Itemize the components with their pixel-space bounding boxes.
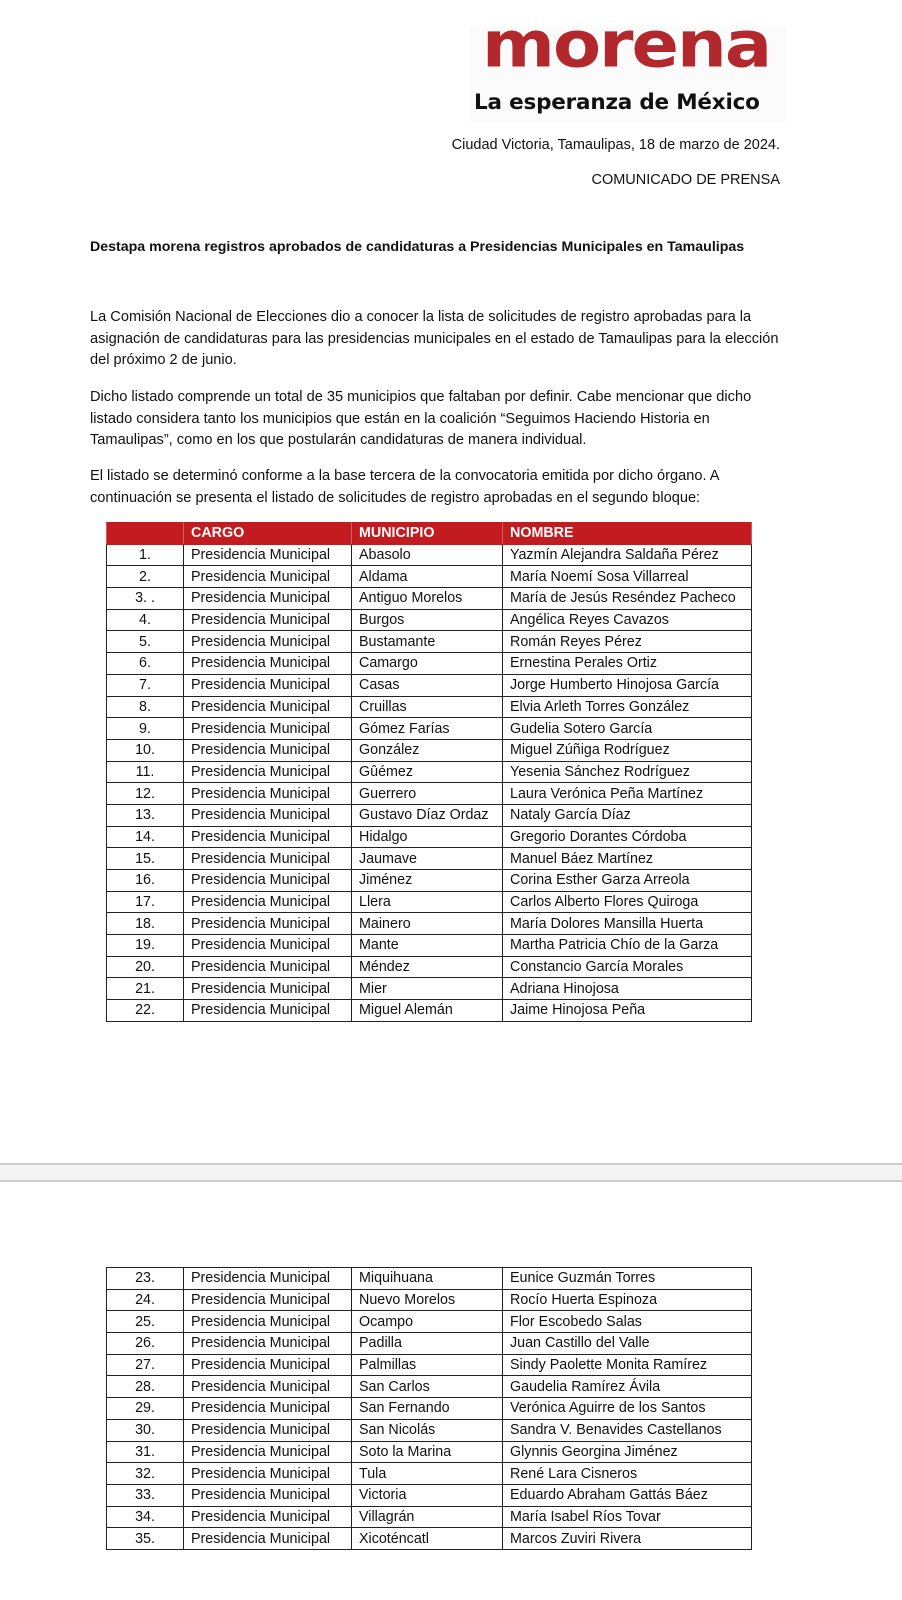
candidates-table-part-1 — [106, 522, 752, 1022]
press-release-title: Destapa morena registros aprobados de candidaturas a Presidencias Municipales en Tamaulipas — [90, 239, 745, 255]
municipio-cell: Gûémez — [352, 761, 503, 783]
nombre-cell: Gudelia Sotero García — [503, 718, 752, 740]
cargo-cell: Presidencia Municipal — [184, 609, 352, 631]
municipio-cell: Mainero — [352, 913, 503, 935]
municipio-cell: Jiménez — [352, 870, 503, 892]
nombre-cell: Adriana Hinojosa — [503, 978, 752, 1000]
cargo-cell: Presidencia Municipal — [184, 653, 352, 675]
row-number: 22. — [107, 1000, 184, 1022]
municipio-cell: Nuevo Morelos — [352, 1289, 503, 1311]
cargo-cell: Presidencia Municipal — [184, 1528, 352, 1550]
nombre-cell: Corina Esther Garza Arreola — [503, 870, 752, 892]
table-row — [107, 978, 752, 1000]
municipio-cell: Bustamante — [352, 631, 503, 653]
municipio-cell: Ocampo — [352, 1311, 503, 1333]
row-number: 20. — [107, 956, 184, 978]
row-number: 18. — [107, 913, 184, 935]
paragraph-1: La Comisión Nacional de Elecciones dio a conocer la lista de solicitudes de registro aprobadas para la asignación de candidaturas para las presidencias municipales en el estado de Tamaulipas para la elección del próximo 2 de junio. — [90, 309, 779, 368]
cargo-cell: Presidencia Municipal — [184, 1289, 352, 1311]
nombre-cell: Marcos Zuviri Rivera — [503, 1528, 752, 1550]
table-row — [107, 783, 752, 805]
nombre-cell: María Noemí Sosa Villarreal — [503, 566, 752, 588]
municipio-cell: Gustavo Díaz Ordaz — [352, 804, 503, 826]
document-page-2 — [0, 1182, 902, 1600]
nombre-cell: María Isabel Ríos Tovar — [503, 1506, 752, 1528]
nombre-cell: Elvia Arleth Torres González — [503, 696, 752, 718]
column-header-cargo: CARGO — [184, 523, 352, 545]
municipio-cell: Llera — [352, 891, 503, 913]
cargo-cell: Presidencia Municipal — [184, 935, 352, 957]
cargo-cell: Presidencia Municipal — [184, 804, 352, 826]
nombre-cell: Nataly García Díaz — [503, 804, 752, 826]
table-row — [107, 566, 752, 588]
row-number: 32. — [107, 1463, 184, 1485]
row-number: 14. — [107, 826, 184, 848]
nombre-cell: Gregorio Dorantes Córdoba — [503, 826, 752, 848]
row-number: 7. — [107, 674, 184, 696]
cargo-cell: Presidencia Municipal — [184, 1484, 352, 1506]
row-number: 5. — [107, 631, 184, 653]
cargo-cell: Presidencia Municipal — [184, 1000, 352, 1022]
nombre-cell: Sindy Paolette Monita Ramírez — [503, 1354, 752, 1376]
table-row — [107, 761, 752, 783]
row-number: 11. — [107, 761, 184, 783]
row-number: 19. — [107, 935, 184, 957]
municipio-cell: Abasolo — [352, 544, 503, 566]
municipio-cell: Villagrán — [352, 1506, 503, 1528]
nombre-cell: René Lara Cisneros — [503, 1463, 752, 1485]
row-number: 21. — [107, 978, 184, 1000]
cargo-cell: Presidencia Municipal — [184, 891, 352, 913]
municipio-cell: Casas — [352, 674, 503, 696]
municipio-cell: Hidalgo — [352, 826, 503, 848]
municipio-cell: Antiguo Morelos — [352, 588, 503, 610]
row-number: 27. — [107, 1354, 184, 1376]
cargo-cell: Presidencia Municipal — [184, 848, 352, 870]
logo-wordmark: morena — [482, 6, 771, 82]
morena-logo — [470, 6, 786, 122]
municipio-cell: San Nicolás — [352, 1419, 503, 1441]
cargo-cell: Presidencia Municipal — [184, 913, 352, 935]
cargo-cell: Presidencia Municipal — [184, 783, 352, 805]
table-row — [107, 870, 752, 892]
cargo-cell: Presidencia Municipal — [184, 1376, 352, 1398]
row-number: 25. — [107, 1311, 184, 1333]
row-number: 13. — [107, 804, 184, 826]
nombre-cell: Carlos Alberto Flores Quiroga — [503, 891, 752, 913]
row-number: 4. — [107, 609, 184, 631]
cargo-cell: Presidencia Municipal — [184, 718, 352, 740]
row-number: 12. — [107, 783, 184, 805]
row-number: 31. — [107, 1441, 184, 1463]
table-row — [107, 588, 752, 610]
cargo-cell: Presidencia Municipal — [184, 761, 352, 783]
cargo-cell: Presidencia Municipal — [184, 696, 352, 718]
nombre-cell: Gaudelia Ramírez Ávila — [503, 1376, 752, 1398]
dateline: Ciudad Victoria, Tamaulipas, 18 de marzo de 2024. — [451, 137, 780, 153]
row-number: 30. — [107, 1419, 184, 1441]
table-row — [107, 696, 752, 718]
table-row — [107, 1311, 752, 1333]
municipio-cell: Miguel Alemán — [352, 1000, 503, 1022]
municipio-cell: Padilla — [352, 1333, 503, 1355]
nombre-cell: Yazmín Alejandra Saldaña Pérez — [503, 544, 752, 566]
municipio-cell: Soto la Marina — [352, 1441, 503, 1463]
municipio-cell: Tula — [352, 1463, 503, 1485]
cargo-cell: Presidencia Municipal — [184, 1333, 352, 1355]
nombre-cell: María de Jesús Reséndez Pacheco — [503, 588, 752, 610]
nombre-cell: Rocío Huerta Espinoza — [503, 1289, 752, 1311]
nombre-cell: Angélica Reyes Cavazos — [503, 609, 752, 631]
paragraph-2: Dicho listado comprende un total de 35 municipios que faltaban por definir. Cabe mencionar que dicho listado considera tanto los municipios que están en la coalición “Seguimos Haciendo Historia en Tamaulipas”, como en los que postularán candidaturas de manera individual. — [90, 389, 752, 448]
cargo-cell: Presidencia Municipal — [184, 588, 352, 610]
municipio-cell: Gómez Farías — [352, 718, 503, 740]
nombre-cell: Flor Escobedo Salas — [503, 1311, 752, 1333]
nombre-cell: Román Reyes Pérez — [503, 631, 752, 653]
nombre-cell: María Dolores Mansilla Huerta — [503, 913, 752, 935]
row-number: 29. — [107, 1398, 184, 1420]
municipio-cell: Camargo — [352, 653, 503, 675]
column-header-number — [107, 523, 184, 545]
nombre-cell: Martha Patricia Chío de la Garza — [503, 935, 752, 957]
nombre-cell: Ernestina Perales Ortiz — [503, 653, 752, 675]
table-row — [107, 913, 752, 935]
table-row — [107, 609, 752, 631]
cargo-cell: Presidencia Municipal — [184, 1354, 352, 1376]
row-number: 23. — [107, 1268, 184, 1290]
table-body-part-2 — [107, 1268, 752, 1550]
table-body-part-1 — [107, 544, 752, 1021]
table-row — [107, 1354, 752, 1376]
cargo-cell: Presidencia Municipal — [184, 978, 352, 1000]
column-header-municipio: MUNICIPIO — [352, 523, 503, 545]
row-number: 1. — [107, 544, 184, 566]
table-row — [107, 1484, 752, 1506]
page-separator — [0, 1163, 902, 1182]
row-number: 3. . — [107, 588, 184, 610]
cargo-cell: Presidencia Municipal — [184, 1506, 352, 1528]
municipio-cell: Jaumave — [352, 848, 503, 870]
cargo-cell: Presidencia Municipal — [184, 1398, 352, 1420]
municipio-cell: Palmillas — [352, 1354, 503, 1376]
table-row — [107, 848, 752, 870]
nombre-cell: Sandra V. Benavides Castellanos — [503, 1419, 752, 1441]
nombre-cell: Juan Castillo del Valle — [503, 1333, 752, 1355]
row-number: 15. — [107, 848, 184, 870]
table-header-row — [107, 523, 752, 545]
candidates-table-part-2 — [106, 1267, 752, 1550]
row-number: 6. — [107, 653, 184, 675]
nombre-cell: Miguel Zúñiga Rodríguez — [503, 739, 752, 761]
table-row — [107, 1528, 752, 1550]
cargo-cell: Presidencia Municipal — [184, 870, 352, 892]
table-row — [107, 653, 752, 675]
municipio-cell: Xicoténcatl — [352, 1528, 503, 1550]
cargo-cell: Presidencia Municipal — [184, 1463, 352, 1485]
table-row — [107, 1398, 752, 1420]
cargo-cell: Presidencia Municipal — [184, 956, 352, 978]
municipio-cell: Miquihuana — [352, 1268, 503, 1290]
cargo-cell: Presidencia Municipal — [184, 739, 352, 761]
cargo-cell: Presidencia Municipal — [184, 1311, 352, 1333]
paragraph-3: El listado se determinó conforme a la base tercera de la convocatoria emitida por dicho órgano. A continuación se presenta el listado de solicitudes de registro aprobadas en el segundo bloque: — [90, 468, 719, 506]
municipio-cell: Guerrero — [352, 783, 503, 805]
cargo-cell: Presidencia Municipal — [184, 631, 352, 653]
cargo-cell: Presidencia Municipal — [184, 566, 352, 588]
nombre-cell: Jorge Humberto Hinojosa García — [503, 674, 752, 696]
table-row — [107, 1419, 752, 1441]
table-row — [107, 935, 752, 957]
nombre-cell: Eduardo Abraham Gattás Báez — [503, 1484, 752, 1506]
table-row — [107, 1463, 752, 1485]
logo-tagline: La esperanza de México — [474, 90, 760, 115]
column-header-nombre: NOMBRE — [503, 523, 752, 545]
table-row — [107, 718, 752, 740]
cargo-cell: Presidencia Municipal — [184, 1441, 352, 1463]
table-row — [107, 1333, 752, 1355]
row-number: 33. — [107, 1484, 184, 1506]
municipio-cell: Aldama — [352, 566, 503, 588]
municipio-cell: San Carlos — [352, 1376, 503, 1398]
nombre-cell: Manuel Báez Martínez — [503, 848, 752, 870]
table-row — [107, 674, 752, 696]
row-number: 26. — [107, 1333, 184, 1355]
municipio-cell: Burgos — [352, 609, 503, 631]
municipio-cell: San Fernando — [352, 1398, 503, 1420]
row-number: 34. — [107, 1506, 184, 1528]
cargo-cell: Presidencia Municipal — [184, 674, 352, 696]
table-row — [107, 804, 752, 826]
row-number: 9. — [107, 718, 184, 740]
nombre-cell: Glynnis Georgina Jiménez — [503, 1441, 752, 1463]
nombre-cell: Laura Verónica Peña Martínez — [503, 783, 752, 805]
municipio-cell: Mier — [352, 978, 503, 1000]
table-row — [107, 631, 752, 653]
row-number: 10. — [107, 739, 184, 761]
table-row — [107, 1506, 752, 1528]
table-row — [107, 1000, 752, 1022]
row-number: 17. — [107, 891, 184, 913]
table-row — [107, 1268, 752, 1290]
cargo-cell: Presidencia Municipal — [184, 1419, 352, 1441]
row-number: 2. — [107, 566, 184, 588]
nombre-cell: Jaime Hinojosa Peña — [503, 1000, 752, 1022]
municipio-cell: Mante — [352, 935, 503, 957]
nombre-cell: Yesenia Sánchez Rodríguez — [503, 761, 752, 783]
row-number: 8. — [107, 696, 184, 718]
nombre-cell: Eunice Guzmán Torres — [503, 1268, 752, 1290]
nombre-cell: Verónica Aguirre de los Santos — [503, 1398, 752, 1420]
cargo-cell: Presidencia Municipal — [184, 544, 352, 566]
municipio-cell: González — [352, 739, 503, 761]
table-row — [107, 544, 752, 566]
municipio-cell: Cruillas — [352, 696, 503, 718]
municipio-cell: Méndez — [352, 956, 503, 978]
table-row — [107, 1289, 752, 1311]
municipio-cell: Victoria — [352, 1484, 503, 1506]
row-number: 16. — [107, 870, 184, 892]
document-type: COMUNICADO DE PRENSA — [591, 172, 780, 188]
table-row — [107, 1441, 752, 1463]
table-row — [107, 739, 752, 761]
row-number: 24. — [107, 1289, 184, 1311]
table-row — [107, 826, 752, 848]
table-row — [107, 891, 752, 913]
table-row — [107, 956, 752, 978]
row-number: 35. — [107, 1528, 184, 1550]
table-row — [107, 1376, 752, 1398]
cargo-cell: Presidencia Municipal — [184, 1268, 352, 1290]
nombre-cell: Constancio García Morales — [503, 956, 752, 978]
cargo-cell: Presidencia Municipal — [184, 826, 352, 848]
row-number: 28. — [107, 1376, 184, 1398]
